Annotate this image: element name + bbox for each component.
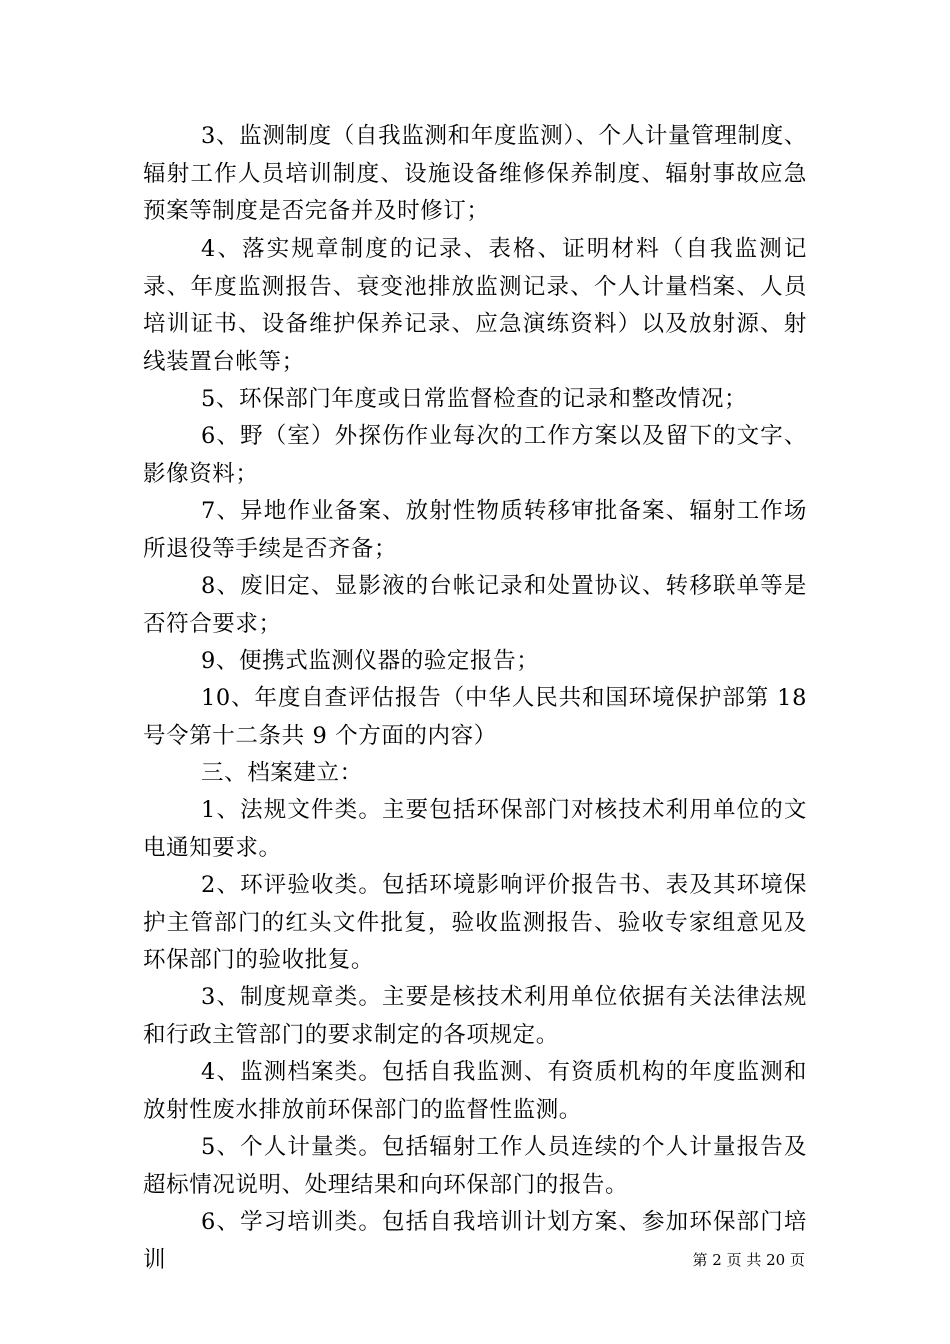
paragraph-item-6-field-work: 6、野（室）外探伤作业每次的工作方案以及留下的文字、影像资料；: [143, 423, 807, 487]
paragraph-archive-2-eia: 2、环评验收类。包括环境影响评价报告书、表及其环境保护主管部门的红头文件批复，验收监测报告、验收专家组意见及环保部门的验收批复。: [143, 872, 807, 973]
paragraph-archive-4-monitoring: 4、监测档案类。包括自我监测、有资质机构的年度监测和放射性废水排放前环保部门的监督性监测。: [143, 1059, 807, 1123]
paragraph-item-10-self-assessment: 10、年度自查评估报告（中华人民共和国环境保护部第 18 号令第十二条共 9 个方面的内容）: [143, 685, 807, 749]
paragraph-item-7-filing: 7、异地作业备案、放射性物质转移审批备案、辐射工作场所退役等手续是否齐备；: [143, 498, 807, 562]
paragraph-item-3-monitoring-systems: 3、监测制度（自我监测和年度监测）、个人计量管理制度、辐射工作人员培训制度、设施设备维修保养制度、辐射事故应急预案等制度是否完备并及时修订；: [143, 123, 807, 224]
paragraph-archive-6-training: 6、学习培训类。包括自我培训计划方案、参加环保部门培训: [143, 1209, 807, 1273]
paragraph-item-4-records: 4、落实规章制度的记录、表格、证明材料（自我监测记录、年度监测报告、衰变池排放监测记录、个人计量档案、人员培训证书、设备维护保养记录、应急演练资料）以及放射源、射线装置台帐等；: [143, 236, 807, 375]
paragraph-archive-3-rules: 3、制度规章类。主要是核技术利用单位依据有关法律法规和行政主管部门的要求制定的各项规定。: [143, 984, 807, 1048]
section-heading-archive: 三、档案建立：: [201, 760, 363, 786]
paragraph-archive-1-regulations: 1、法规文件类。主要包括环保部门对核技术利用单位的文电通知要求。: [143, 797, 807, 861]
page-number-footer: 第 2 页 共 20 页: [692, 1251, 805, 1269]
paragraph-archive-5-dosimetry: 5、个人计量类。包括辐射工作人员连续的个人计量报告及超标情况说明、处理结果和向环保部门的报告。: [143, 1134, 807, 1198]
paragraph-item-9-instrument: 9、便携式监测仪器的验定报告；: [201, 648, 540, 674]
paragraph-item-5-inspection: 5、环保部门年度或日常监督检查的记录和整改情况；: [201, 386, 748, 412]
paragraph-item-8-waste-liquid: 8、废旧定、显影液的台帐记录和处置协议、转移联单等是否符合要求；: [143, 573, 807, 637]
